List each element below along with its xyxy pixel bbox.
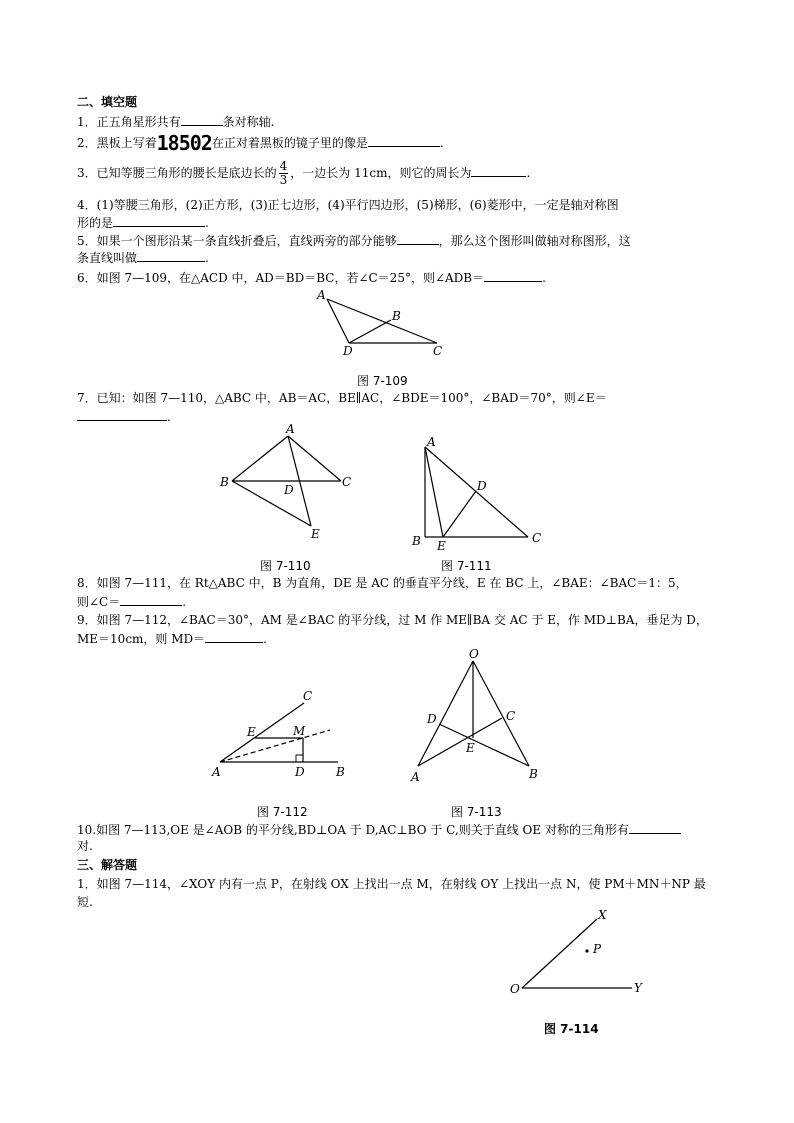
label-B: B	[412, 534, 421, 548]
q2-blackboard-number: 18502	[156, 131, 212, 155]
figure-7-113-caption: 图 7-113	[451, 805, 502, 819]
q2-text-mid: 在正对着黑板的镜子里的像是	[211, 136, 368, 150]
label-E: E	[466, 741, 475, 755]
label-C: C	[506, 709, 516, 723]
question-9-line-1: 9．如图 7—112，∠BAC＝30°，AM 是∠BAC 的平分线，过 M 作 ME∥BA 交 AC 于 E，作 MD⊥BA，垂足为 D，	[77, 613, 708, 627]
q1-text-pre: 1．正五角星形共有	[77, 115, 181, 129]
label-A: A	[212, 765, 221, 779]
label-D: D	[343, 344, 353, 358]
label-B: B	[220, 475, 229, 489]
label-E: E	[437, 539, 446, 553]
q9-text-post: .	[263, 632, 267, 646]
point-P	[585, 949, 588, 952]
label-M: M	[293, 724, 306, 738]
q5-text-post-2: .	[205, 251, 209, 265]
label-A: A	[427, 435, 436, 449]
answer-question-1-line-2: 短.	[77, 895, 93, 909]
label-O: O	[510, 982, 520, 996]
label-P: P	[593, 942, 602, 956]
question-4-line-1: 4．(1)等腰三角形，(2)正方形，(3)正七边形，(4)平行四边形，(5)梯形，(6)菱形中，一定是轴对称图	[77, 198, 619, 212]
q8-text-pre: 则∠C＝	[77, 595, 121, 609]
label-D: D	[427, 712, 437, 726]
q6-text-pre: 6．如图 7—109，在△ACD 中，AD＝BD＝BC，若∠C＝25°，则∠ADB＝	[77, 271, 485, 285]
figure-7-112-caption: 图 7-112	[257, 805, 308, 819]
q10-text: 10.如图 7—113,OE 是∠AOB 的平分线,BD⊥OA 于 D,AC⊥BO 于 C,则关于直线 OE 对称的三角形有	[77, 823, 629, 837]
q8-text-post: .	[182, 595, 187, 609]
answer-question-1-line-1: 1．如图 7—114，∠XOY 内有一点 P，在射线 OX 上找出一点 M，在射线 OY 上找出一点 N，使 PM＋MN＋NP 最	[77, 877, 706, 891]
label-O: O	[469, 647, 479, 661]
label-D: D	[477, 479, 487, 493]
label-Y: Y	[634, 981, 642, 995]
q5-text-post: ，那么这个图形叫做轴对称图形，这	[438, 234, 631, 248]
q2-text-post: .	[439, 136, 444, 150]
label-B: B	[336, 765, 345, 779]
label-D: D	[295, 765, 305, 779]
q3-text-mid: ，一边长为 11cm，则它的周长为	[290, 166, 472, 180]
q5-text-pre: 5．如果一个图形沿某一条直线折叠后，直线两旁的部分能够	[77, 234, 397, 248]
q7-text-post: .	[167, 410, 171, 424]
q3-text-pre: 3．已知等腰三角形的腰长是底边长的	[77, 166, 277, 180]
question-7-line-1: 7．已知：如图 7—110，△ABC 中，AB＝AC，BE∥AC，∠BDE＝100°，∠BAD＝70°，则∠E＝	[77, 391, 607, 405]
figure-7-114-caption: 图 7-114	[544, 1022, 599, 1036]
label-E: E	[247, 725, 256, 739]
q3-text-post: .	[526, 166, 531, 180]
label-B: B	[529, 767, 538, 781]
label-C: C	[342, 475, 352, 489]
q3-fraction-numerator: 4	[279, 159, 288, 173]
q2-text-pre: 2．黑板上写着	[77, 136, 157, 150]
label-X: X	[598, 908, 607, 922]
q9-text-pre: ME＝10cm，则 MD＝	[77, 632, 206, 646]
q3-fraction-denominator: 3	[279, 173, 288, 187]
q4-text-pre: 形的是	[77, 216, 114, 230]
question-8-line-1: 8．如图 7—111，在 Rt△ABC 中，B 为直角，DE 是 AC 的垂直平分线，E 在 BC 上，∠BAE：∠BAC＝1：5，	[77, 576, 688, 590]
label-D: D	[284, 483, 294, 497]
figure-7-111-caption: 图 7-111	[441, 559, 492, 573]
label-A: A	[317, 288, 326, 302]
q6-text-post: .	[542, 271, 546, 285]
section-heading-fill-in: 二、填空题	[77, 95, 138, 109]
figure-7-109-caption: 图 7-109	[357, 374, 408, 388]
q4-text-post: .	[205, 216, 209, 230]
section-heading-answer: 三、解答题	[77, 858, 138, 872]
label-E: E	[311, 527, 320, 541]
label-C: C	[303, 689, 313, 703]
figure-7-110-caption: 图 7-110	[260, 559, 311, 573]
q1-text-post: 条对称轴.	[222, 115, 275, 129]
question-10-line-2: 对.	[77, 839, 93, 853]
label-A: A	[411, 770, 420, 784]
label-B: B	[392, 309, 401, 323]
q5-text-pre-2: 条直线叫做	[77, 251, 138, 265]
label-A: A	[286, 422, 295, 436]
label-C: C	[433, 344, 443, 358]
label-C: C	[532, 531, 542, 545]
ray-OX	[522, 919, 597, 988]
